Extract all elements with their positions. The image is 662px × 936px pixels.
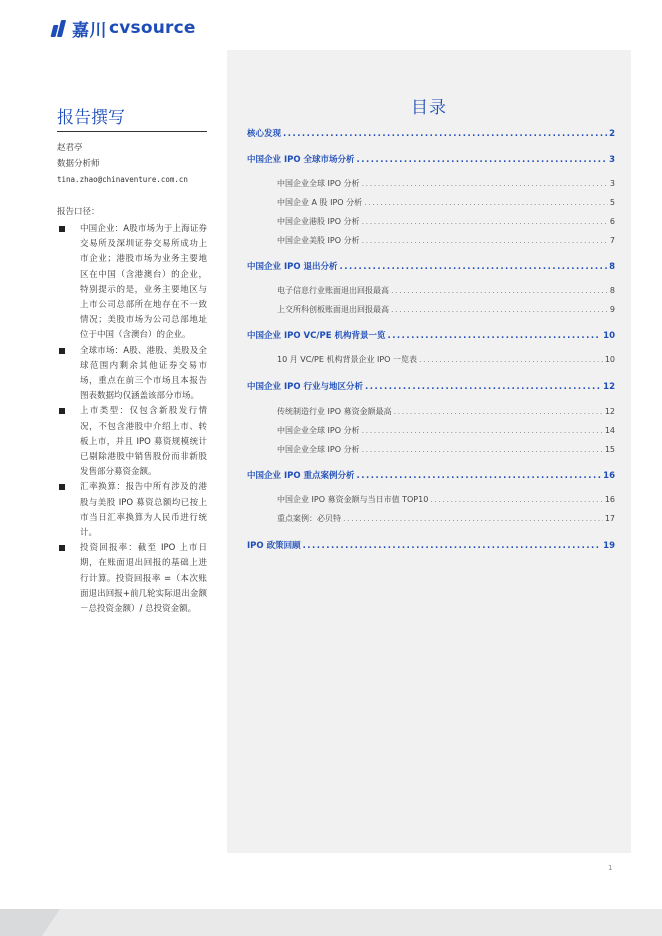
toc-entry-page: 8 (609, 262, 615, 272)
toc-entry-title: 中国企业 IPO VC/PE 机构背景一览 (247, 331, 386, 341)
caliber-title: 报告口径： (57, 207, 100, 217)
logo-mark-icon (52, 19, 68, 37)
toc-entry-title: 中国企业港股 IPO 分析 (277, 217, 360, 226)
toc-entry-title: 中国企业 IPO 全球市场分析 (247, 155, 355, 165)
toc-entry-title: 传统制造行业 IPO 募资金额最高 (277, 407, 392, 416)
toc-entry-page: 7 (609, 236, 615, 245)
author-role: 数据分析师 (57, 159, 100, 169)
toc-chapter[interactable] (247, 153, 615, 165)
toc-leader-dots (364, 198, 608, 207)
toc-leader-dots (357, 471, 602, 481)
toc-entry-page: 16 (604, 495, 615, 504)
toc-entry-title: 中国企业全球 IPO 分析 (277, 179, 360, 188)
toc-entry-title: 中国企业美股 IPO 分析 (277, 236, 360, 245)
toc-leader-dots (419, 355, 603, 364)
section-title: 报告撰写 (57, 103, 207, 132)
toc-section[interactable] (277, 216, 615, 227)
toc-entry-page: 19 (603, 541, 615, 551)
caliber-list (57, 222, 207, 617)
toc-leader-dots (391, 305, 608, 314)
toc-chapter[interactable] (247, 329, 615, 341)
toc-entry-page: 8 (609, 286, 615, 295)
logo-brand-cn: 嘉川 (72, 20, 107, 41)
toc-chapter[interactable] (247, 127, 615, 139)
toc-entry-title: 中国企业 IPO 重点案例分析 (247, 471, 355, 481)
toc-section[interactable] (277, 444, 615, 455)
toc-entry-page: 10 (603, 331, 615, 341)
toc-section[interactable] (277, 494, 615, 505)
toc-entry-title: 中国企业 A 股 IPO 分析 (277, 198, 363, 207)
toc-leader-dots (362, 179, 608, 188)
toc-leader-dots (362, 445, 603, 454)
toc-entry-page: 5 (609, 198, 615, 207)
toc-leader-dots (391, 286, 608, 295)
toc-entry-page: 12 (603, 382, 615, 392)
toc-section[interactable] (277, 425, 615, 436)
toc-entry-title: 核心发现 (247, 129, 282, 139)
toc-leader-dots (362, 217, 608, 226)
toc-entry-page: 9 (609, 305, 615, 314)
toc-entry-title: 上交所科创板账面退出回报最高 (277, 305, 389, 314)
toc-section[interactable] (277, 235, 615, 246)
toc-section[interactable] (277, 406, 615, 417)
toc-leader-dots (362, 426, 603, 435)
author-sidebar (57, 103, 207, 617)
toc-entry-page: 10 (604, 355, 615, 364)
toc-leader-dots (394, 407, 603, 416)
toc-section[interactable] (277, 178, 615, 189)
caliber-item: 上市类型：仅包含新股发行情况，不包含港股中介绍上市、转板上市，并且 IPO 募资规模统计已剔除港股中销售股份而非新股发售部分募资金额。 (57, 404, 207, 480)
toc-chapter[interactable] (247, 469, 615, 481)
author-name: 赵君亭 (57, 143, 83, 153)
toc-section[interactable] (277, 354, 615, 365)
toc-leader-dots (430, 495, 603, 504)
toc-leader-dots (343, 514, 603, 523)
toc-leader-dots (340, 262, 608, 272)
toc-section[interactable] (277, 304, 615, 315)
footer-band (0, 909, 662, 936)
toc-entry-page: 16 (603, 471, 615, 481)
caliber-item: 汇率换算：报告中所有涉及的港股与美股 IPO 募资总额均已按上市当日汇率换算为人民币进行统计。 (57, 480, 207, 541)
toc-entry-title: IPO 政策回顾 (247, 541, 301, 551)
toc-leader-dots (365, 382, 601, 392)
toc-entry-page: 15 (604, 445, 615, 454)
toc-chapter[interactable] (247, 380, 615, 392)
toc-entry-title: 电子信息行业账面退出回报最高 (277, 286, 389, 295)
toc-entry-page: 3 (609, 179, 615, 188)
toc-leader-dots (362, 236, 608, 245)
toc-section[interactable] (277, 513, 615, 524)
toc-entry-page: 2 (609, 129, 615, 139)
caliber-item: 投资回报率：截至 IPO 上市日期，在账面退出回报的基础上进行计算。投资回报率 =（本次账面退出回报+前几轮实际退出金额－总投资金额）/ 总投资金额。 (57, 541, 207, 617)
toc-leader-dots (303, 541, 602, 551)
toc-section[interactable] (277, 285, 615, 296)
caliber-item: 全球市场：A股、港股、美股及全球范围内剩余其他证券交易市场，重点在前三个市场且本报告图表数据均仅涵盖该部分市场。 (57, 344, 207, 405)
toc-panel (227, 50, 631, 853)
toc-entry-page: 3 (609, 155, 615, 165)
logo-brand-en: cvsource (109, 18, 196, 38)
caliber-item: 中国企业：A股市场为于上海证券交易所及深圳证券交易所成功上市企业；港股市场为业务主要地区在中国（含港澳台）的企业，特别提示的是，业务主要地区与上市公司总部所在地存在不一致情况；美股市场为公司总部地址位于中国（含澳台）的企业。 (57, 222, 207, 344)
page-number: 1 (608, 864, 613, 872)
toc-entry-page: 12 (604, 407, 615, 416)
toc-entry-page: 17 (604, 514, 615, 523)
toc-leader-dots (357, 155, 608, 165)
toc-leader-dots (283, 129, 607, 139)
toc-entry-page: 14 (604, 426, 615, 435)
toc-entry-title: 重点案例：必贝特 (277, 514, 341, 523)
toc-chapter[interactable] (247, 539, 615, 551)
toc-entry-title: 中国企业全球 IPO 分析 (277, 445, 360, 454)
toc-entry-title: 中国企业 IPO 退出分析 (247, 262, 338, 272)
toc-entry-page: 6 (609, 217, 615, 226)
toc-entry-title: 中国企业 IPO 募资金额与当日市值 TOP10 (277, 495, 429, 504)
toc-entry-title: 10 月 VC/PE 机构背景企业 IPO 一览表 (277, 355, 418, 364)
toc-entry-title: 中国企业全球 IPO 分析 (277, 426, 360, 435)
brand-logo (52, 17, 196, 39)
toc-leader-dots (387, 331, 601, 341)
toc-title: 目录 (411, 98, 447, 118)
toc-entry-title: 中国企业 IPO 行业与地区分析 (247, 382, 364, 392)
toc-chapter[interactable] (247, 260, 615, 272)
toc-section[interactable] (277, 197, 615, 208)
author-email: tina.zhao@chinaventure.com.cn (57, 175, 188, 184)
